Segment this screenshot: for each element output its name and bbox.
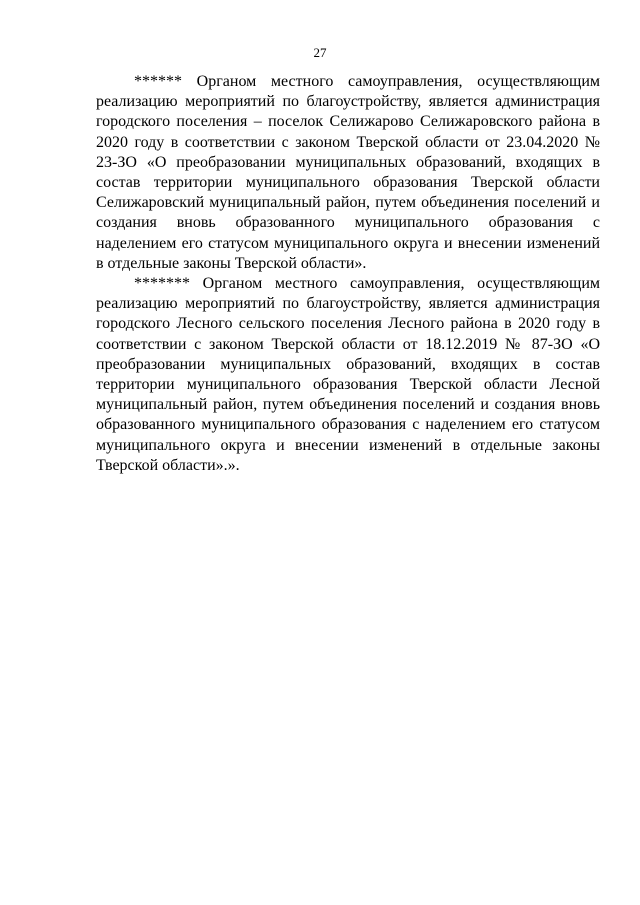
footnote-selizharovo [96, 72, 600, 274]
footnote-text: Органом местного самоуправления, осуществляющим реализацию мероприятий по благоустройству, является администрация городского поселения – поселок Селижарово Селижаровского района в 2020 году в соответствии с законом Тверской области от 23.04.2020 № 23-ЗО «О преобразовании муниципальных образований, входящих в состав территории муниципального образования Тверской области Селижаровский муниципальный район, путем объединения поселений и создания вновь образованного муниципального образования с наделением его статусом муниципального округа и внесении изменений в отдельные законы Тверской области». [96, 73, 601, 272]
footnote-text: Органом местного самоуправления, осуществляющим реализацию мероприятий по благоустройству, является администрация городского Лесного сельского поселения Лесного района в 2020 году в соответствии с законом Тверской области от 18.12.2019 № 87-ЗО «О преобразовании муниципальных образований, входящих в состав территории муниципального образования Тверской области Лесной муниципальный район, путем объединения поселений и создания вновь образованного муниципального образования с наделением его статусом муниципального округа и внесении изменений в отдельные законы Тверской области».». [96, 275, 601, 474]
footnote-marker: ****** [134, 73, 182, 90]
footnote-lesnoy [96, 274, 600, 476]
footnotes-section [96, 72, 600, 476]
footnote-marker: ******* [134, 275, 190, 293]
page-number: 27 [313, 45, 327, 60]
